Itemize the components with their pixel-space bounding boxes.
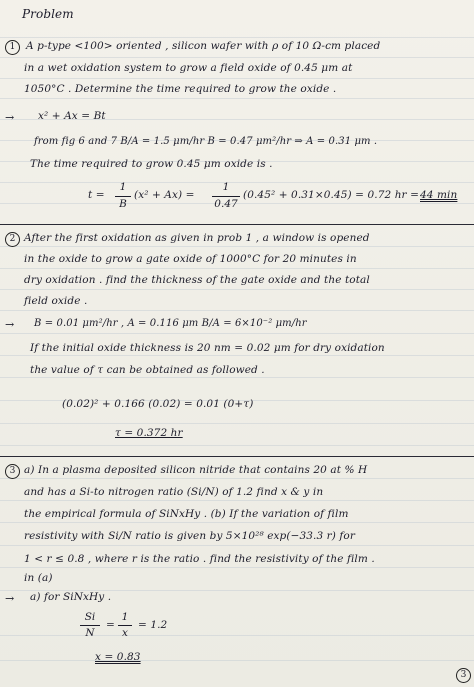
frac3-den: N — [85, 627, 95, 639]
p2-line-5: If the initial oxide thickness is 20 nm = 0.02 μm for dry oxidation — [30, 342, 385, 354]
p1-equation: x² + Ax = Bt — [38, 110, 106, 122]
frac2-bar — [212, 196, 240, 197]
p2-line-1: After the first oxidation as given in prob 1 , a window is opened — [24, 232, 370, 244]
frac1-bar — [115, 196, 131, 197]
t-mid: (x² + Ax) = — [134, 189, 195, 201]
frac3-bar — [80, 625, 100, 626]
page-title: Problem — [22, 7, 74, 21]
frac3-num: Si — [84, 611, 96, 623]
t-answer: 44 min — [420, 189, 458, 201]
p3-line-2: and has a Si-to nitrogen ratio (Si/N) of 1.2 find x & y in — [24, 486, 324, 498]
p3-line-3: the empirical formula of SiNxHy . (b) If the variation of film — [24, 508, 349, 520]
p3-answer: x = 0.83 — [95, 651, 141, 663]
page-number: 3 — [456, 668, 471, 683]
p2-line-2: in the oxide to grow a gate oxide of 1000°C for 20 minutes in — [24, 253, 357, 265]
arrow-icon: → — [5, 111, 15, 124]
p2-line-4: field oxide . — [24, 295, 88, 307]
frac-equals: = — [106, 619, 115, 631]
p1-line-2: in a wet oxidation system to grow a field oxide of 0.45 μm at — [24, 62, 353, 74]
p2-equation: (0.02)² + 0.166 (0.02) = 0.01 (0+τ) — [62, 398, 254, 410]
arrow-icon: → — [5, 592, 15, 605]
problem-1-number: 1 — [5, 40, 20, 55]
p1-line-1: A p-type <100> oriented , silicon wafer with ρ of 10 Ω-cm placed — [26, 40, 381, 52]
p1-time-text: The time required to grow 0.45 μm oxide is . — [30, 158, 273, 170]
frac4-den: x — [122, 627, 128, 639]
p2-line-6: the value of τ can be obtained as followed . — [30, 364, 265, 376]
p3-line-5: 1 < r ≤ 0.8 , where r is the ratio . find the resistivity of the film . — [24, 553, 375, 565]
frac-value: = 1.2 — [138, 619, 168, 631]
frac4-num: 1 — [121, 611, 129, 623]
frac4-bar — [118, 625, 132, 626]
frac1-den: B — [119, 198, 127, 210]
p3-line-4: resistivity with Si/N ratio is given by 5×10²⁸ exp(−33.3 r) for — [24, 530, 355, 542]
t-lhs: t = — [88, 189, 105, 201]
divider-2 — [0, 456, 474, 457]
frac2-den: 0.47 — [214, 198, 238, 210]
p2-constants: B = 0.01 μm²/hr , A = 0.116 μm B/A = 6×10⁻² μm/hr — [34, 318, 307, 329]
p3-line-7: a) for SiNxHy . — [30, 591, 112, 603]
frac1-num: 1 — [119, 181, 127, 193]
t-rhs: (0.45² + 0.31×0.45) = 0.72 hr = — [243, 189, 420, 201]
p2-line-3: dry oxidation . find the thickness of the gate oxide and the total — [24, 274, 370, 286]
p3-line-6: in (a) — [24, 572, 53, 584]
p3-line-1: a) In a plasma deposited silicon nitride that contains 20 at % H — [24, 464, 368, 476]
p2-answer: τ = 0.372 hr — [115, 427, 183, 439]
divider-1 — [0, 224, 474, 225]
problem-2-number: 2 — [5, 232, 20, 247]
problem-3-number: 3 — [5, 464, 20, 479]
frac2-num: 1 — [222, 181, 230, 193]
arrow-icon: → — [5, 318, 15, 331]
p1-line-3: 1050°C . Determine the time required to grow the oxide . — [24, 83, 337, 95]
p1-constants: from fig 6 and 7 B/A = 1.5 μm/hr B = 0.47 μm²/hr ⇒ A = 0.31 μm . — [34, 136, 378, 147]
